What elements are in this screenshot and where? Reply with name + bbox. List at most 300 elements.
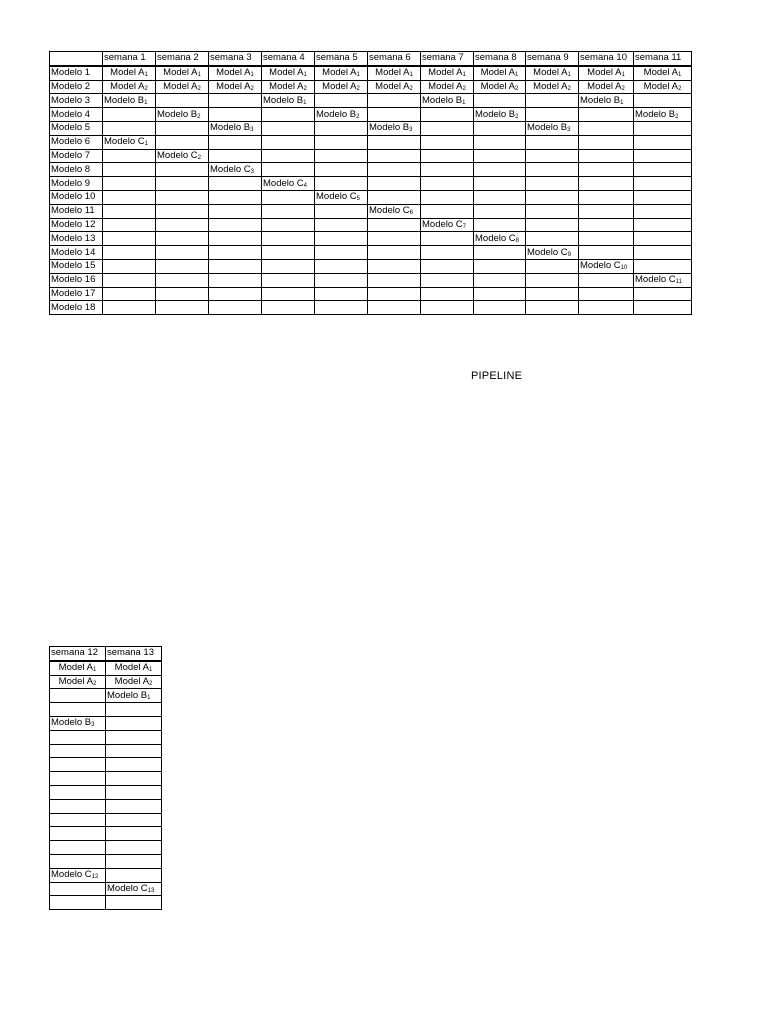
model-name: Model A	[428, 80, 463, 92]
schedule-cell	[103, 163, 156, 177]
schedule-cell	[315, 177, 368, 191]
schedule-cell	[103, 94, 156, 108]
table-row	[50, 661, 162, 675]
table-row	[50, 772, 162, 786]
table-row	[50, 259, 692, 273]
schedule-cell	[103, 135, 156, 149]
row-label: Modelo 17	[50, 287, 103, 301]
schedule-cell	[526, 204, 579, 218]
schedule-cell	[262, 246, 315, 260]
schedule-cell	[262, 301, 315, 315]
model-name: Model A	[533, 80, 568, 92]
pipeline-schedule-table	[49, 51, 692, 315]
schedule-cell	[421, 218, 474, 232]
schedule-cell	[474, 259, 526, 273]
model-subscript: 1	[92, 667, 97, 674]
schedule-cell	[156, 177, 209, 191]
schedule-cell	[368, 273, 421, 287]
schedule-cell	[103, 149, 156, 163]
model-name: Modelo C	[635, 274, 676, 286]
model-name: Model A	[269, 80, 304, 92]
table-row	[50, 854, 162, 868]
schedule-cell	[634, 301, 692, 315]
model-name: Model A	[533, 67, 568, 79]
model-subscript: 2	[197, 85, 201, 92]
model-subscript: 2	[409, 85, 413, 92]
schedule-cell	[474, 287, 526, 301]
table-row	[50, 301, 692, 315]
schedule-cell	[474, 80, 526, 94]
schedule-cell	[106, 896, 162, 910]
model-name: Model A	[587, 80, 622, 92]
schedule-cell	[579, 80, 634, 94]
schedule-cell	[209, 108, 262, 122]
schedule-cell	[368, 163, 421, 177]
model-name: Model A	[375, 80, 410, 92]
schedule-cell	[368, 232, 421, 246]
schedule-cell	[526, 149, 579, 163]
schedule-cell	[634, 190, 692, 204]
model-subscript: 1	[567, 72, 571, 79]
schedule-cell	[579, 94, 634, 108]
schedule-cell	[209, 301, 262, 315]
model-subscript: 3	[250, 168, 255, 175]
schedule-cell	[526, 177, 579, 191]
schedule-cell	[368, 149, 421, 163]
model-subscript: 2	[303, 85, 307, 92]
model-subscript: 7	[462, 223, 467, 230]
schedule-cell	[474, 246, 526, 260]
model-subscript: 12	[91, 874, 99, 881]
model-name: Model A	[322, 67, 357, 79]
table-row	[50, 94, 692, 108]
schedule-cell	[421, 149, 474, 163]
schedule-cell	[50, 785, 106, 799]
schedule-cell	[156, 273, 209, 287]
row-label: Modelo 13	[50, 232, 103, 246]
model-name: Model A	[480, 67, 515, 79]
model-subscript: 1	[303, 72, 307, 79]
model-name: Model A	[269, 67, 304, 79]
schedule-cell	[106, 689, 162, 703]
schedule-cell	[579, 135, 634, 149]
schedule-cell	[368, 94, 421, 108]
pipeline-schedule-continuation-table	[49, 646, 162, 910]
row-label: Modelo 1	[50, 66, 103, 80]
schedule-cell	[526, 273, 579, 287]
model-name: Model A	[480, 80, 515, 92]
schedule-cell	[634, 135, 692, 149]
model-name: Modelo C	[51, 869, 92, 881]
model-subscript: 1	[197, 72, 201, 79]
schedule-cell	[634, 149, 692, 163]
schedule-cell	[262, 163, 315, 177]
model-subscript: 3	[409, 127, 413, 134]
model-name: Model A	[216, 80, 251, 92]
schedule-cell	[103, 80, 156, 94]
model-subscript: 2	[92, 680, 97, 687]
schedule-cell	[315, 190, 368, 204]
schedule-cell	[106, 661, 162, 675]
table-row	[50, 163, 692, 177]
schedule-cell	[103, 287, 156, 301]
schedule-cell	[156, 163, 209, 177]
model-name: Model A	[58, 675, 93, 687]
model-subscript: 1	[677, 72, 682, 79]
model-subscript: 13	[147, 887, 155, 894]
table-row	[50, 108, 692, 122]
schedule-cell	[262, 287, 315, 301]
model-subscript: 1	[514, 72, 519, 79]
schedule-cell	[209, 135, 262, 149]
schedule-cell	[156, 66, 209, 80]
row-label: Modelo 8	[50, 163, 103, 177]
schedule-cell	[262, 66, 315, 80]
schedule-cell	[50, 799, 106, 813]
schedule-cell	[421, 94, 474, 108]
schedule-cell	[634, 94, 692, 108]
schedule-cell	[474, 163, 526, 177]
model-name: Modelo B	[157, 108, 198, 120]
schedule-cell	[262, 177, 315, 191]
model-name: Modelo B	[527, 122, 568, 134]
model-subscript: 1	[462, 99, 466, 106]
schedule-cell	[421, 121, 474, 135]
schedule-cell	[474, 232, 526, 246]
schedule-cell	[474, 204, 526, 218]
model-name: Model A	[163, 80, 198, 92]
row-label: Modelo 7	[50, 149, 103, 163]
schedule-cell	[50, 661, 106, 675]
schedule-cell	[315, 163, 368, 177]
schedule-cell	[103, 177, 156, 191]
model-name: Model A	[428, 67, 463, 79]
model-subscript: 3	[567, 127, 571, 134]
schedule-cell	[526, 94, 579, 108]
schedule-cell	[421, 177, 474, 191]
schedule-cell	[421, 204, 474, 218]
model-name: Model A	[643, 67, 678, 79]
model-subscript: 8	[515, 237, 520, 244]
schedule-cell	[634, 259, 692, 273]
schedule-cell	[526, 80, 579, 94]
model-name: Model A	[114, 675, 149, 687]
schedule-cell	[50, 716, 106, 730]
model-subscript: 2	[356, 113, 360, 120]
model-subscript: 1	[250, 72, 254, 79]
schedule-cell	[50, 772, 106, 786]
schedule-cell	[103, 246, 156, 260]
schedule-cell	[103, 301, 156, 315]
model-name: Model A	[58, 662, 93, 674]
model-name: Modelo C	[107, 882, 148, 894]
model-subscript: 1	[462, 72, 466, 79]
table-row	[50, 758, 162, 772]
schedule-cell	[156, 259, 209, 273]
table-row	[50, 813, 162, 827]
schedule-cell	[209, 80, 262, 94]
schedule-cell	[103, 190, 156, 204]
model-name: Modelo C	[210, 163, 251, 175]
table-row	[50, 204, 692, 218]
model-subscript: 2	[567, 85, 571, 92]
schedule-cell	[156, 287, 209, 301]
schedule-cell	[634, 204, 692, 218]
table-row	[50, 675, 162, 689]
schedule-cell	[421, 246, 474, 260]
schedule-cell	[368, 177, 421, 191]
model-subscript: 2	[148, 680, 153, 687]
schedule-cell	[368, 66, 421, 80]
schedule-cell	[156, 121, 209, 135]
schedule-cell	[50, 730, 106, 744]
model-name: Modelo B	[580, 94, 621, 106]
week-header: semana 8	[474, 52, 526, 66]
schedule-cell	[315, 232, 368, 246]
schedule-cell	[526, 135, 579, 149]
schedule-cell	[156, 94, 209, 108]
schedule-cell	[526, 287, 579, 301]
header-row	[50, 52, 692, 66]
schedule-cell	[209, 177, 262, 191]
schedule-cell	[156, 149, 209, 163]
schedule-cell	[209, 149, 262, 163]
table-row	[50, 799, 162, 813]
row-label: Modelo 9	[50, 177, 103, 191]
schedule-cell	[103, 121, 156, 135]
schedule-cell	[315, 135, 368, 149]
schedule-cell	[315, 204, 368, 218]
model-name: Modelo B	[316, 108, 357, 120]
model-subscript: 10	[620, 265, 628, 272]
schedule-cell	[368, 246, 421, 260]
schedule-cell	[50, 758, 106, 772]
model-subscript: 6	[409, 210, 414, 217]
model-subscript: 11	[675, 279, 682, 286]
row-label: Modelo 6	[50, 135, 103, 149]
schedule-cell	[421, 135, 474, 149]
week-header: semana 6	[368, 52, 421, 66]
schedule-cell	[421, 163, 474, 177]
table-row	[50, 121, 692, 135]
schedule-cell	[262, 204, 315, 218]
schedule-cell	[156, 135, 209, 149]
schedule-cell	[421, 232, 474, 246]
table-row	[50, 177, 692, 191]
schedule-cell	[106, 841, 162, 855]
model-name: Model A	[110, 80, 145, 92]
model-name: Modelo B	[210, 122, 251, 134]
schedule-cell	[103, 273, 156, 287]
schedule-cell	[579, 232, 634, 246]
row-label: Modelo 2	[50, 80, 103, 94]
schedule-cell	[209, 163, 262, 177]
table-row	[50, 149, 692, 163]
model-name: Model A	[110, 67, 145, 79]
week-header: semana 4	[262, 52, 315, 66]
schedule-cell	[368, 287, 421, 301]
schedule-cell	[50, 675, 106, 689]
schedule-cell	[106, 730, 162, 744]
model-name: Modelo C	[157, 149, 198, 161]
schedule-cell	[156, 218, 209, 232]
model-name: Model A	[587, 67, 622, 79]
table-row	[50, 218, 692, 232]
model-name: Modelo B	[263, 94, 304, 106]
schedule-cell	[526, 218, 579, 232]
schedule-cell	[106, 868, 162, 882]
schedule-cell	[209, 94, 262, 108]
model-subscript: 2	[356, 85, 360, 92]
model-name: Model A	[216, 67, 251, 79]
model-name: Modelo B	[422, 94, 463, 106]
schedule-cell	[315, 121, 368, 135]
week-header: semana 12	[50, 647, 106, 661]
schedule-cell	[579, 163, 634, 177]
schedule-cell	[474, 135, 526, 149]
model-name: Modelo C	[422, 218, 463, 230]
schedule-cell	[526, 246, 579, 260]
schedule-cell	[421, 259, 474, 273]
schedule-cell	[106, 854, 162, 868]
schedule-cell	[474, 149, 526, 163]
schedule-cell	[368, 190, 421, 204]
model-subscript: 2	[250, 85, 254, 92]
table-row	[50, 135, 692, 149]
schedule-cell	[474, 108, 526, 122]
model-name: Modelo C	[580, 260, 621, 272]
schedule-cell	[421, 80, 474, 94]
model-subscript: 2	[197, 113, 201, 120]
schedule-cell	[634, 177, 692, 191]
schedule-cell	[209, 246, 262, 260]
schedule-cell	[421, 190, 474, 204]
schedule-cell	[209, 287, 262, 301]
table-row	[50, 66, 692, 80]
table-row	[50, 730, 162, 744]
table-row	[50, 868, 162, 882]
schedule-cell	[209, 232, 262, 246]
schedule-cell	[156, 190, 209, 204]
schedule-cell	[262, 121, 315, 135]
schedule-cell	[368, 80, 421, 94]
schedule-cell	[50, 896, 106, 910]
schedule-cell	[634, 232, 692, 246]
row-label: Modelo 12	[50, 218, 103, 232]
schedule-cell	[262, 94, 315, 108]
row-label: Modelo 16	[50, 273, 103, 287]
schedule-cell	[579, 177, 634, 191]
schedule-cell	[106, 785, 162, 799]
schedule-cell	[474, 190, 526, 204]
schedule-cell	[209, 66, 262, 80]
schedule-cell	[156, 301, 209, 315]
schedule-cell	[103, 259, 156, 273]
schedule-cell	[106, 675, 162, 689]
schedule-cell	[156, 108, 209, 122]
row-label: Modelo 4	[50, 108, 103, 122]
schedule-cell	[526, 66, 579, 80]
week-header: semana 1	[103, 52, 156, 66]
schedule-cell	[50, 868, 106, 882]
schedule-cell	[315, 94, 368, 108]
schedule-cell	[262, 80, 315, 94]
table-row	[50, 273, 692, 287]
schedule-cell	[526, 121, 579, 135]
table-row	[50, 744, 162, 758]
table-row	[50, 232, 692, 246]
schedule-cell	[526, 108, 579, 122]
schedule-cell	[50, 827, 106, 841]
model-subscript: 1	[620, 99, 624, 106]
schedule-cell	[50, 882, 106, 896]
model-name: Modelo C	[527, 246, 568, 258]
model-subscript: 3	[91, 722, 95, 729]
schedule-cell	[579, 121, 634, 135]
schedule-cell	[103, 232, 156, 246]
model-subscript: 4	[303, 182, 308, 189]
model-subscript: 2	[677, 85, 682, 92]
schedule-cell	[315, 149, 368, 163]
schedule-cell	[526, 232, 579, 246]
model-subscript: 5	[356, 196, 361, 203]
model-subscript: 1	[148, 667, 153, 674]
schedule-cell	[106, 744, 162, 758]
schedule-cell	[368, 108, 421, 122]
schedule-cell	[50, 841, 106, 855]
schedule-cell	[209, 190, 262, 204]
schedule-cell	[579, 287, 634, 301]
table-row	[50, 246, 692, 260]
schedule-cell	[156, 80, 209, 94]
row-label: Modelo 3	[50, 94, 103, 108]
table-row	[50, 703, 162, 717]
model-name: Modelo B	[51, 717, 92, 729]
model-subscript: 2	[515, 113, 519, 120]
schedule-cell	[526, 190, 579, 204]
schedule-cell	[368, 204, 421, 218]
model-subscript: 1	[144, 72, 148, 79]
schedule-cell	[156, 246, 209, 260]
schedule-cell	[262, 135, 315, 149]
table-row	[50, 882, 162, 896]
model-subscript: 1	[144, 141, 149, 148]
model-subscript: 2	[144, 85, 148, 92]
schedule-cell	[634, 163, 692, 177]
week-header: semana 2	[156, 52, 209, 66]
model-name: Model A	[114, 662, 149, 674]
schedule-cell	[634, 121, 692, 135]
schedule-cell	[156, 232, 209, 246]
header-row	[50, 647, 162, 661]
schedule-cell	[103, 66, 156, 80]
model-name: Modelo B	[635, 108, 676, 120]
schedule-cell	[315, 259, 368, 273]
model-subscript: 1	[147, 694, 151, 701]
model-name: Modelo C	[475, 232, 516, 244]
table-row	[50, 896, 162, 910]
model-name: Modelo C	[263, 177, 304, 189]
schedule-cell	[368, 301, 421, 315]
row-label: Modelo 5	[50, 121, 103, 135]
schedule-cell	[315, 66, 368, 80]
model-subscript: 1	[621, 72, 625, 79]
schedule-cell	[315, 246, 368, 260]
model-name: Model A	[375, 67, 410, 79]
schedule-cell	[579, 108, 634, 122]
schedule-cell	[421, 66, 474, 80]
schedule-cell	[209, 121, 262, 135]
